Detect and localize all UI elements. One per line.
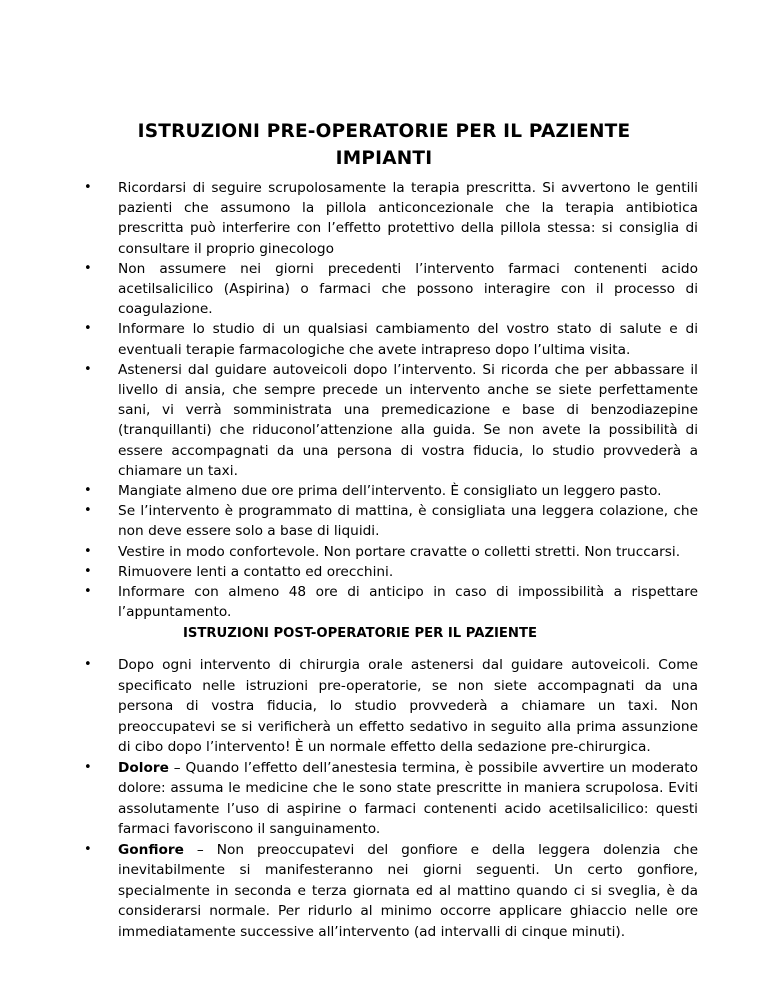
bullet-icon: • [84, 759, 92, 775]
list-item-text: Dopo ogni intervento di chirurgia orale astenersi dal guidare autoveicoli. Come specificato nelle istruzioni pre-operatorie, se non siete accompagnati da una persona di vostra fiducia, lo studio provvederà a chiamare un taxi. Non preoccupatevi se si verificherà un effetto sedativo in seguito alla prima assunzione di cibo dopo l’intervento! È un normale effetto della sedazione pre-chirurgica. [118, 657, 698, 755]
list-item [0, 542, 698, 562]
pre-operative-list [0, 178, 698, 622]
list-item [0, 360, 698, 481]
post-operative-list [0, 655, 698, 942]
bullet-icon: • [84, 361, 92, 377]
list-item-text: Ricordarsi di seguire scrupolosamente la terapia prescritta. Si avvertono le gentili pazienti che assumono la pillola anticoncezionale che la terapia antibiotica prescritta può interferire con l’effetto protettivo della pillola stessa: si consiglia di consultare il proprio ginecologo [118, 180, 698, 257]
bullet-icon: • [84, 503, 92, 519]
page-title [100, 118, 668, 172]
list-item [0, 501, 698, 541]
list-item-text: – Non preoccupatevi del gonfiore e della leggera dolenzia che inevitabilmente si manifesteranno nei giorni seguenti. Un certo gonfiore, specialmente in seconda e terza giornata ed al mattino quando ci si sveglia, è da considerarsi normale. Per ridurlo al minimo occorre applicare ghiaccio nelle ore immediatamente successive all’intervento (ad intervalli di cinque minuti). [118, 841, 698, 940]
list-item [0, 840, 698, 943]
title-line-1: ISTRUZIONI PRE-OPERATORIE PER IL PAZIENTE [137, 121, 631, 142]
list-item [0, 259, 698, 320]
list-item-text: Informare lo studio di un qualsiasi cambiamento del vostro stato di salute e di eventuali terapie farmacologiche che avete intrapreso dopo l’ultima visita. [118, 321, 698, 358]
bullet-icon: • [84, 563, 92, 579]
list-item-text: Vestire in modo confortevole. Non portare cravatte o colletti stretti. Non truccarsi. [118, 543, 681, 560]
bullet-icon: • [84, 543, 92, 559]
list-item-text: Se l’intervento è programmato di mattina, è consigliata una leggera colazione, che non deve essere solo a base di liquidi. [118, 503, 698, 540]
section-heading-post-operative: ISTRUZIONI POST-OPERATORIE PER IL PAZIENTE [183, 626, 537, 641]
bullet-icon: • [84, 321, 92, 337]
item-term-gonfiore: Gonfiore [118, 841, 184, 858]
list-item-text: Mangiate almeno due ore prima dell’intervento. È consigliato un leggero pasto. [118, 483, 662, 500]
bullet-icon: • [84, 180, 92, 195]
bullet-icon: • [84, 584, 92, 600]
list-item [0, 655, 698, 758]
list-item [0, 758, 698, 840]
bullet-icon: • [84, 483, 92, 499]
bullet-icon: • [84, 841, 92, 857]
list-item [0, 582, 698, 622]
list-item-text: Astenersi dal guidare autoveicoli dopo l’intervento. Si ricorda che per abbassare il livello di ansia, che sempre precede un intervento anche se siete perfettamente sani, vi verrà somministrata una premedicazione e base di benzodiazepine (tranquillanti) che riduconol’attenzione alla guida. Se non avete la possibilità di essere accompagnati da una persona di vostra fiducia, lo studio provvederà a chiamare un taxi. [118, 361, 698, 479]
list-item [0, 562, 698, 582]
list-item-text: – Quando l’effetto dell’anestesia termina, è possibile avvertire un moderato dolore: assuma le medicine che le sono state prescritte in maniera scrupolosa. Eviti assolutamente l’uso di aspirine o farmaci contenenti acido acetilsalicilico: questi farmaci favoriscono il sanguinamento. [118, 759, 698, 837]
list-item [0, 178, 698, 259]
title-line-2: IMPIANTI [335, 148, 433, 169]
list-item [0, 481, 698, 501]
list-item-text: Rimuovere lenti a contatto ed orecchini. [118, 563, 394, 580]
item-term-dolore: Dolore [118, 759, 169, 776]
list-item-text: Informare con almeno 48 ore di anticipo in caso di impossibilità a rispettare l’appuntamento. [118, 584, 698, 621]
list-item [0, 319, 698, 359]
bullet-icon: • [84, 657, 92, 672]
list-item-text: Non assumere nei giorni precedenti l’intervento farmaci contenenti acido acetilsalicilico (Aspirina) o farmaci che possono interagire con il processo di coagulazione. [118, 260, 698, 318]
bullet-icon: • [84, 260, 92, 276]
